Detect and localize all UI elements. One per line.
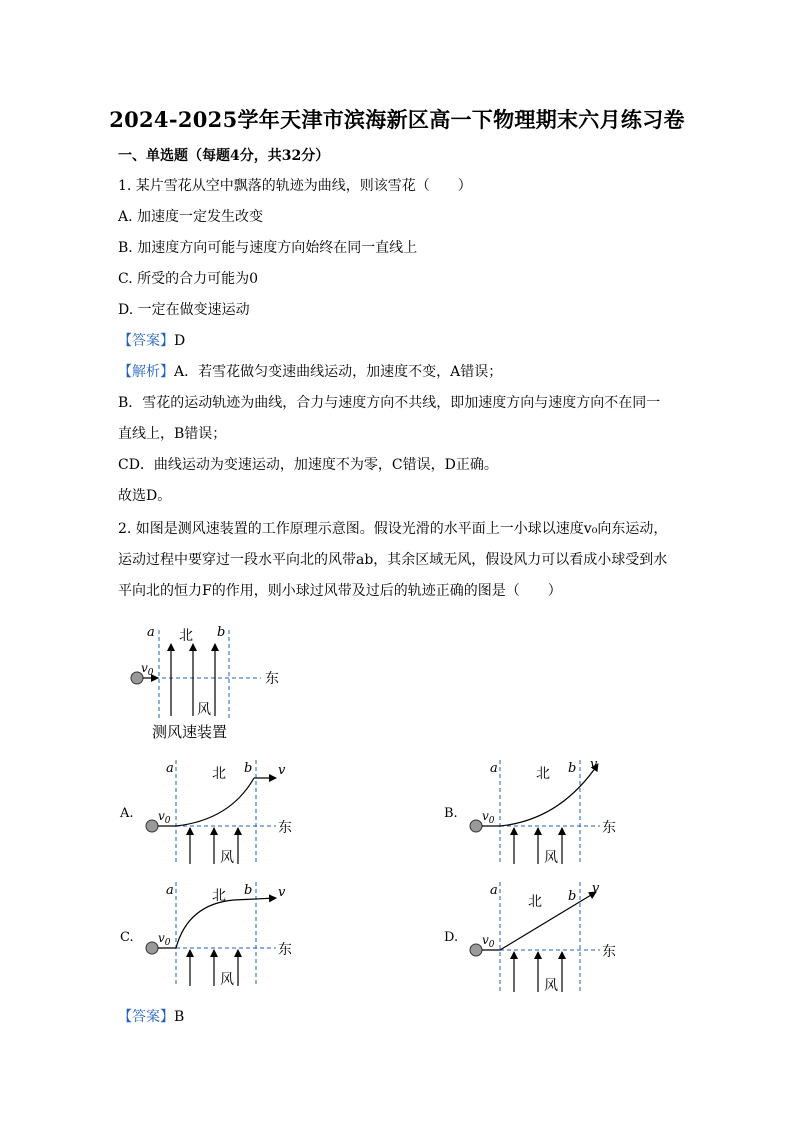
v0-label: $v_0$ bbox=[141, 661, 154, 678]
svg-text:v0: $v_0$ bbox=[158, 931, 171, 948]
svg-text:b: b bbox=[568, 889, 577, 904]
svg-text:v: v bbox=[590, 758, 598, 772]
svg-text:东: 东 bbox=[602, 944, 616, 960]
svg-text:a: a bbox=[166, 883, 174, 898]
option-c-figure bbox=[140, 880, 300, 990]
svg-text:风: 风 bbox=[544, 978, 558, 994]
svg-text:风: 风 bbox=[220, 972, 234, 988]
svg-text:北: 北 bbox=[536, 766, 550, 782]
q1-option-c: C. 所受的合力可能为0 bbox=[118, 271, 259, 287]
answer-tag: 【答案】 bbox=[118, 333, 174, 349]
svg-text:b: b bbox=[568, 761, 577, 776]
svg-text:a: a bbox=[166, 761, 174, 776]
option-a-figure bbox=[140, 758, 300, 868]
trajectory bbox=[176, 898, 276, 948]
svg-text:东: 东 bbox=[602, 820, 616, 836]
analysis-text: A．若雪花做匀变速曲线运动，加速度不变，A错误； bbox=[174, 364, 503, 380]
svg-text:北: 北 bbox=[212, 888, 226, 904]
svg-text:b: b bbox=[244, 761, 253, 776]
option-d-figure bbox=[464, 880, 624, 995]
q2-stem-line-2: 运动过程中要穿过一段水平向北的风带ab，其余区域无风，假设风力可以看成小球受到水 bbox=[118, 552, 668, 568]
east-label: 东 bbox=[265, 671, 279, 687]
q2-stem-line-1: 2. 如图是测风速装置的工作原理示意图。假设光滑的水平面上一小球以速度v₀向东运动， bbox=[118, 521, 668, 537]
option-a-label: A. bbox=[120, 806, 134, 821]
svg-text:东: 东 bbox=[278, 942, 292, 958]
svg-text:北: 北 bbox=[212, 766, 226, 782]
option-d-label: D. bbox=[444, 930, 459, 945]
q1-analysis-line-5: 故选D。 bbox=[118, 488, 172, 504]
q1-analysis-line-3: 直线上，B错误； bbox=[118, 426, 227, 442]
q1-answer bbox=[118, 331, 185, 351]
answer-value: B bbox=[174, 1009, 185, 1025]
svg-text:v: v bbox=[278, 885, 286, 900]
section-heading: 一、单选题（每题4分，共32分） bbox=[118, 148, 330, 164]
page-title: 2024-2025学年天津市滨海新区高一下物理期末六月练习卷 bbox=[109, 107, 685, 132]
svg-text:东: 东 bbox=[278, 820, 292, 836]
q2-stem-line-3: 平向北的恒力F的作用，则小球过风带及过后的轨迹正确的图是（ ） bbox=[118, 583, 562, 599]
trajectory bbox=[176, 778, 254, 826]
q2-answer bbox=[118, 1007, 184, 1027]
svg-text:a: a bbox=[490, 883, 498, 898]
svg-text:风: 风 bbox=[220, 850, 234, 866]
q1-option-b: B. 加速度方向可能与速度方向始终在同一直线上 bbox=[118, 240, 418, 256]
label-b: b bbox=[217, 625, 226, 640]
svg-text:北: 北 bbox=[528, 894, 542, 910]
q1-option-a: A. 加速度一定发生改变 bbox=[118, 209, 264, 225]
svg-text:a: a bbox=[490, 761, 498, 776]
q1-analysis-line-1 bbox=[118, 362, 502, 382]
option-c-label: C. bbox=[120, 930, 134, 945]
svg-text:b: b bbox=[244, 883, 253, 898]
north-label: 北 bbox=[179, 628, 193, 644]
svg-text:v: v bbox=[278, 763, 286, 778]
option-b-figure bbox=[464, 758, 624, 868]
svg-text:v0: $v_0$ bbox=[482, 933, 495, 950]
answer-tag: 【答案】 bbox=[118, 1009, 174, 1025]
q1-analysis-line-4: CD．曲线运动为变速运动，加速度不为零，C错误，D正确。 bbox=[118, 457, 498, 473]
q1-option-d: D. 一定在做变速运动 bbox=[118, 302, 250, 318]
label-a: a bbox=[147, 625, 155, 640]
figure-caption: 测风速装置 bbox=[152, 723, 228, 741]
svg-text:风: 风 bbox=[544, 850, 558, 866]
answer-value: D bbox=[174, 333, 186, 349]
q1-analysis-line-2: B．雪花的运动轨迹为曲线，合力与速度方向不共线，即加速度方向与速度方向不在同一 bbox=[118, 395, 661, 411]
q1-stem: 1. 某片雪花从空中飘落的轨迹为曲线，则该雪花（ ） bbox=[118, 178, 472, 194]
svg-text:v0: $v_0$ bbox=[158, 809, 171, 826]
option-b-label: B. bbox=[444, 806, 458, 821]
trajectory bbox=[500, 892, 596, 950]
svg-text:v: v bbox=[592, 881, 600, 896]
analysis-tag: 【解析】 bbox=[118, 364, 174, 380]
wind-label: 风 bbox=[197, 702, 211, 718]
svg-text:v0: $v_0$ bbox=[482, 809, 495, 826]
